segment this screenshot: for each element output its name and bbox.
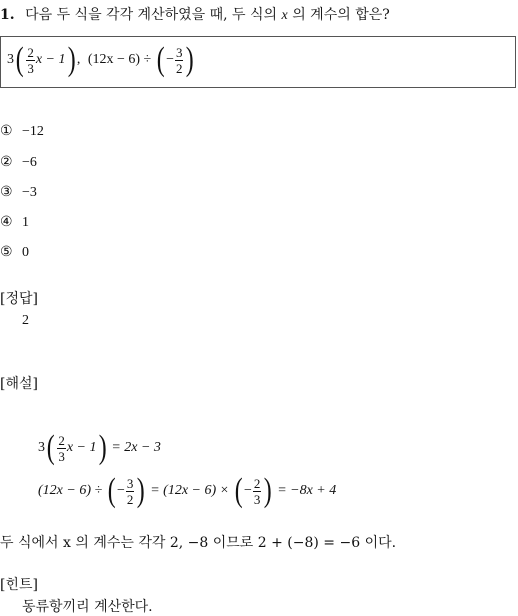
expression-content [7, 43, 196, 77]
choice-value: 1 [22, 215, 29, 230]
hint-label: [힌트] [0, 577, 38, 593]
choice-mark: ③ [0, 185, 13, 200]
explanation-line-2: (12x − 6) ÷ ( − $\frac{3}{2}$ ) = (12x − 6) × ( − $\frac{2}{3}$ ) = −8x + 4 [38, 472, 337, 509]
question-text-1: 다음 두 식을 각각 계산하였을 때, 두 식의 [25, 7, 278, 23]
explanation-line-1: 3( $\frac{2}{3}$ x − 1) = 2x − 3 [38, 429, 161, 466]
choice-value: −12 [22, 124, 44, 139]
answer-label: [정답] [0, 291, 38, 307]
paren-close: ) [186, 41, 195, 78]
choice-mark: ① [0, 124, 13, 139]
choice-1[interactable] [0, 123, 44, 140]
choice-mark: ② [0, 155, 13, 170]
question-text-2: 의 계수의 합은? [292, 7, 390, 23]
expr1-fraction: $\frac{2}{3}$ [27, 44, 34, 76]
expr2-left: (12x − 6) ÷ [87, 52, 152, 68]
choice-2[interactable] [0, 154, 37, 171]
explanation-label: [해설] [0, 376, 38, 392]
hint-text: 동류항끼리 계산한다. [22, 599, 153, 615]
paren-open: ( [156, 41, 165, 78]
question-var: x [281, 8, 288, 23]
answer-value: 2 [22, 313, 29, 328]
choice-3[interactable] [0, 184, 37, 201]
explanation-conclusion: 두 식에서 x 의 계수는 각각 2, −8 이므로 2 + (−8) = −6 이다. [0, 535, 397, 551]
question-number: 1. [0, 7, 15, 23]
choice-value: −6 [22, 155, 37, 170]
choice-value: 0 [22, 245, 29, 260]
expr2-fraction: $\frac{3}{2}$ [175, 44, 183, 76]
choice-value: −3 [22, 185, 37, 200]
choice-5[interactable] [0, 244, 29, 261]
expr-separator: , [76, 52, 81, 68]
paren-close: ) [67, 41, 76, 78]
paren-open: ( [15, 41, 24, 78]
choice-4[interactable] [0, 214, 29, 231]
choice-mark: ④ [0, 215, 13, 230]
expr1-coef: 3 [7, 52, 14, 68]
expr1-rest: x − 1 [35, 52, 66, 68]
expr2-sign: − [166, 52, 174, 68]
choice-mark: ⑤ [0, 245, 13, 260]
question-line [0, 4, 390, 24]
